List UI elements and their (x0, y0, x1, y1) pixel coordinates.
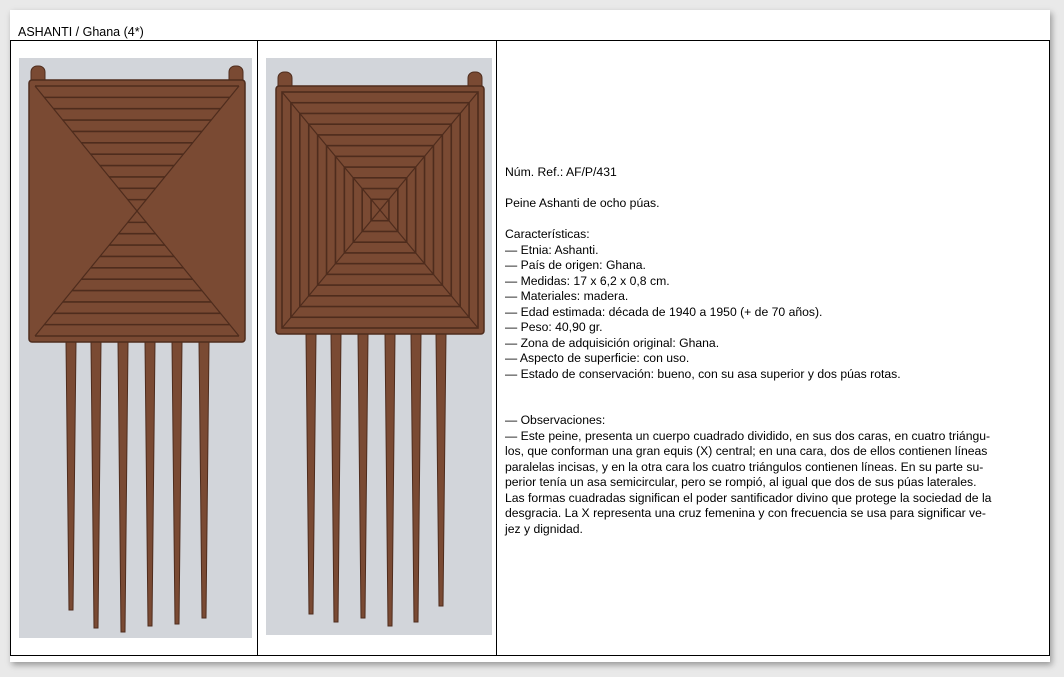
reference-number: Núm. Ref.: AF/P/431 (505, 165, 617, 179)
features-list (505, 243, 1035, 383)
observation-line: paralelas incisas, y en la otra cara los cuatro triángulos contienen líneas. En su parte su- (505, 459, 984, 474)
document-page (10, 10, 1050, 662)
features-title: Características: (505, 227, 590, 241)
feature-item: — Peso: 40,90 gr. (505, 320, 603, 334)
observation-line: los, que conforman una gran equis (X) central; en una cara, dos de ellos contienen líneas (505, 444, 988, 458)
front-photo-cell (11, 41, 258, 655)
observation-line: jez y dignidad. (505, 521, 583, 536)
feature-item: — Estado de conservación: bueno, con su asa superior y dos púas rotas. (505, 366, 901, 381)
feature-item: — Zona de adquisición original: Ghana. (505, 335, 720, 350)
observations-title: — Observaciones: (505, 413, 606, 427)
page-title: ASHANTI / Ghana (4*) (18, 25, 144, 39)
observation-line: — Este peine, presenta un cuerpo cuadrado dividido, en sus dos caras, en cuatro triángu- (505, 428, 991, 443)
observation-line: desgracia. La X representa una cruz femenina y con frecuencia se usa para significar ve- (505, 506, 986, 520)
feature-item: — Aspecto de superficie: con uso. (505, 351, 690, 365)
feature-item: — Edad estimada: década de 1940 a 1950 (+ de 70 años). (505, 304, 823, 319)
description-text (505, 165, 1035, 537)
intro-text: Peine Ashanti de ocho púas. (505, 196, 660, 210)
back-photo-cell (258, 41, 497, 655)
observations-text (505, 429, 1035, 538)
comb-front-drawing (19, 58, 252, 638)
comb-back-photo-icon (266, 58, 492, 635)
feature-item: — Materiales: madera. (505, 289, 629, 303)
description-cell (497, 41, 1049, 655)
feature-item: — Medidas: 17 x 6,2 x 0,8 cm. (505, 273, 670, 288)
comb-front-photo-icon (19, 58, 252, 638)
feature-item: — País de origen: Ghana. (505, 258, 646, 272)
feature-item: — Etnia: Ashanti. (505, 242, 599, 257)
catalog-table (10, 40, 1050, 656)
observation-line: Las formas cuadradas significan el poder santificador divino que protege la sociedad de la (505, 490, 992, 505)
observation-line: perior tenía un asa semicircular, pero se rompió, al igual que dos de sus púas laterales. (505, 475, 977, 489)
comb-back-drawing (266, 58, 492, 635)
